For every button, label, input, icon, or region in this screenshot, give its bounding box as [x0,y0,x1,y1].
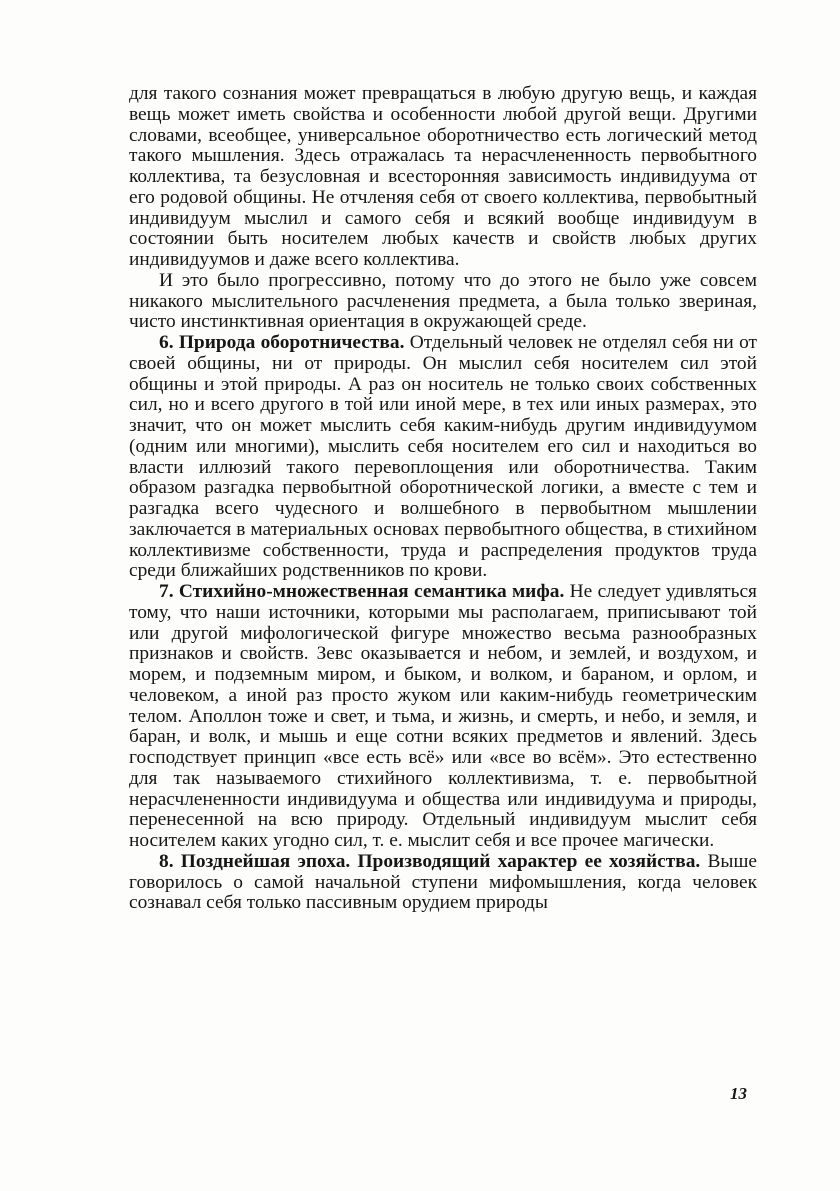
paragraph-progressive [129,271,757,333]
paragraph-text: Отдельный человек не отделял себя ни от своей общины, ни от природы. Он мыслил себя носителем сил этой общины и этой природы. А раз он носитель не только своих собственных сил, но и всего другого в той или иной мере, в тех или иных размерах, это значит, что он может мыслить себя каким-нибудь другим индивидуумом (одним или многими), мыслить себя носителем его сил и находиться во власти иллюзий такого перевоплощения или оборотничества. Таким образом разгадка первобытной оборотнической логики, а вместе с тем и разгадка всего чудесного и волшебного в первобытном мышлении заключается в материальных основах первобытного общества, в стихийном коллективизме собственности, труда и распределения продуктов труда среди ближайших родственников по крови. [129,332,757,582]
section-heading: 8. Позднейшая эпоха. Производящий характер ее хозяйства. [159,850,701,872]
section-6 [129,333,757,582]
section-7 [129,582,757,852]
paragraph-text: И это было прогрессивно, потому что до этого не было уже совсем никакого мыслительного расчленения предмета, а была только звериная, чисто инстинктивная ориентация в окружающей среде. [129,269,757,333]
page-number: 13 [730,1084,747,1103]
body-text [129,84,757,914]
paragraph-continuation [129,84,757,271]
paragraph-text: Не следует удивляться тому, что наши источники, которыми мы располагаем, приписывают той или другой мифологической фигуре множество весьма разнообразных признаков и свойств. Зевс оказывается и небом, и землей, и воздухом, и морем, и подземным миром, и быком, и волком, и бараном, и орлом, и человеком, а иной раз просто жуком или каким-нибудь геометрическим телом. Аполлон тоже и свет, и тьма, и жизнь, и смерть, и небо, и земля, и баран, и волк, и мышь и еще сотни всяких предметов и явлений. Здесь господствует принцип «все есть всё» или «все во всём». Это естественно для так называемого стихийного коллективизма, т. е. первобытной нерасчлененности индивидуума и общества или индивидуума и природы, перенесенной на всю природу. Отдельный индивидуум мыслит себя носителем каких угодно сил, т. е. мыслит себя и все прочее магически. [129,581,757,851]
section-8 [129,852,757,914]
paragraph-text: для такого сознания может превращаться в любую другую вещь, и каждая вещь может иметь свойства и особенности любой другой вещи. Другими словами, всеобщее, универсальное оборотничество есть логический метод такого мышления. Здесь отражалась та нерасчлененность первобытного коллектива, та безусловная и всесторонняя зависимость индивидуума от его родовой общины. Не отчленяя себя от своего коллектива, первобытный индивидуум мыслил и самого себя и всякий вообще индивидуум в состоянии быть носителем любых качеств и свойств любых других индивидуумов и даже всего коллектива. [129,83,757,270]
paragraph-text: Выше говорилось о самой начальной ступени мифомышления, когда человек сознавал себя только пассивным орудием природы [129,850,757,914]
section-heading: 6. Природа оборотничества. [159,332,405,353]
section-heading: 7. Стихийно-множественная семантика мифа. [159,581,565,602]
